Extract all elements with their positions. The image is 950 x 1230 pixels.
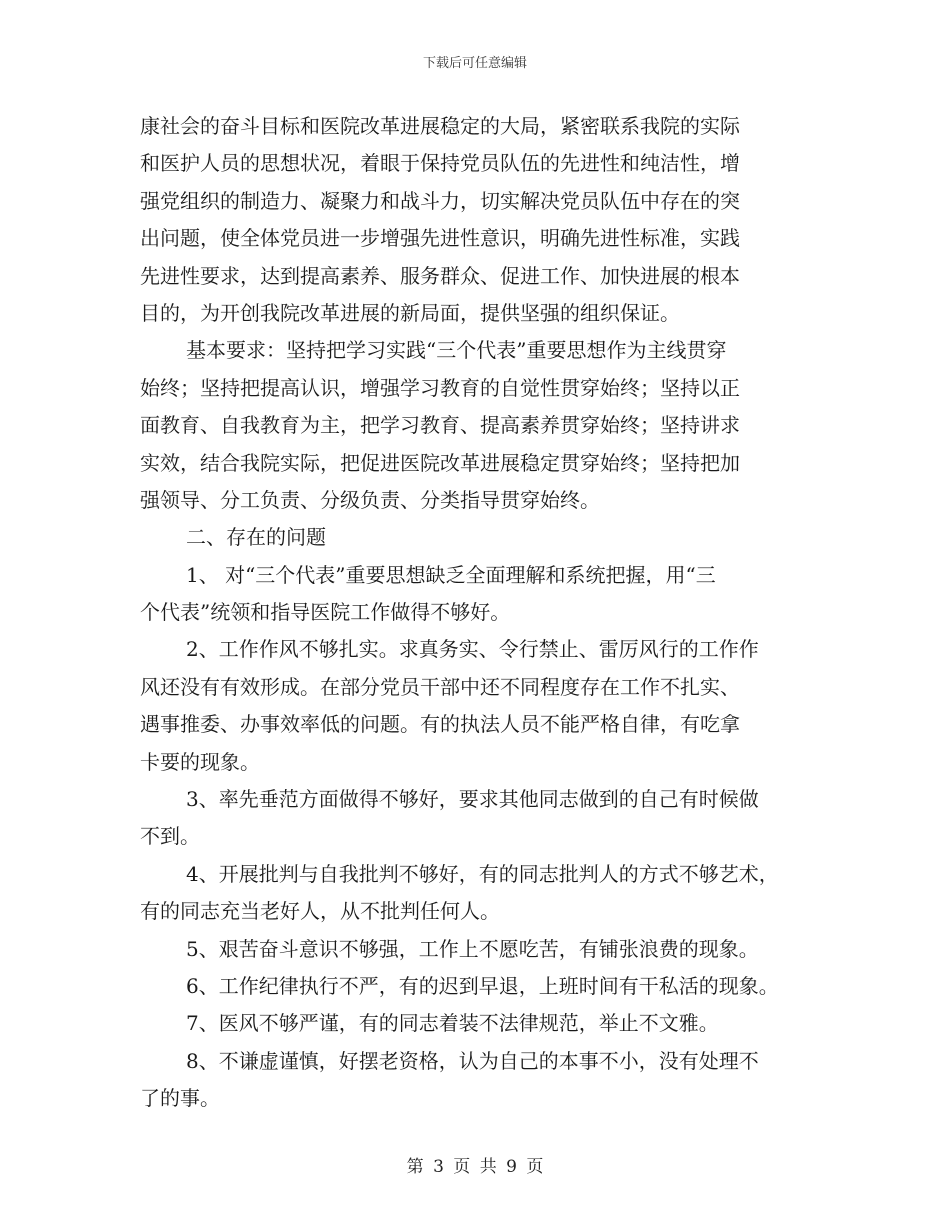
page-header: 下载后可任意编辑 [422, 56, 527, 71]
section-heading: 二、存在的问题 [186, 525, 326, 550]
paragraph-start: 6、工作纪律执行不严，有的迟到早退，上班时间有干私活的现象。 [186, 973, 779, 998]
paragraph-start: 2、工作作风不够扎实。求真务实、令行禁止、雷厉风行的工作作 [186, 637, 759, 662]
text-line: 实效，结合我院实际，把促进医院改革进展稳定贯穿始终；坚持把加 [140, 450, 740, 475]
paragraph-start: 8、不谦虚谨慎，好摆老资格，认为自己的本事不小，没有处理不 [186, 1048, 759, 1073]
text-line: 强领导、分工负责、分级负责、分类指导贯穿始终。 [140, 487, 600, 512]
text-line: 目的，为开创我院改革进展的新局面，提供坚强的组织保证。 [140, 300, 680, 325]
text-line: 了的事。 [140, 1086, 220, 1111]
text-line: 不到。 [140, 824, 200, 849]
text-line: 有的同志充当老好人，从不批判任何人。 [140, 899, 500, 924]
paragraph-start: 基本要求：坚持把学习实践“三个代表”重要思想作为主线贯穿 [186, 338, 727, 363]
document-body [140, 108, 830, 1118]
paragraph-start: 1、 对“三个代表”重要思想缺乏全面理解和系统把握，用“三 [186, 562, 716, 587]
paragraph-start: 4、开展批判与自我批判不够好，有的同志批判人的方式不够艺术， [186, 861, 779, 886]
text-line: 面教育、自我教育为主，把学习教育、提高素养贯穿始终；坚持讲求 [140, 413, 740, 438]
text-line: 康社会的奋斗目标和医院改革进展稳定的大局，紧密联系我院的实际 [140, 114, 740, 138]
text-line: 卡要的现象。 [140, 749, 260, 774]
text-line: 遇事推委、办事效率低的问题。有的执法人员不能严格自律，有吃拿 [140, 712, 740, 737]
text-line: 个代表”统领和指导医院工作做得不够好。 [140, 600, 511, 625]
paragraph-start: 7、医风不够严谨，有的同志着装不法律规范，举止不文雅。 [186, 1011, 719, 1036]
text-line: 风还没有有效形成。在部分党员干部中还不同程度存在工作不扎实、 [140, 674, 740, 699]
text-line: 先进性要求，达到提高素养、服务群众、促进工作、加快进展的根本 [140, 263, 740, 288]
text-line: 始终；坚持把提高认识，增强学习教育的自觉性贯穿始终；坚持以正 [140, 375, 740, 400]
text-line: 强党组织的制造力、凝聚力和战斗力，切实解决党员队伍中存在的突 [140, 188, 740, 213]
paragraph-start: 3、率先垂范方面做得不够好，要求其他同志做到的自己有时候做 [186, 787, 759, 812]
paragraph-start: 5、艰苦奋斗意识不够强，工作上不愿吃苦，有铺张浪费的现象。 [186, 936, 759, 961]
text-line: 出问题，使全体党员进一步增强先进性意识，明确先进性标准，实践 [140, 226, 740, 251]
page-footer: 第 3 页 共 9 页 [406, 1157, 544, 1177]
text-line: 和医护人员的思想状况，着眼于保持党员队伍的先进性和纯洁性，增 [140, 151, 740, 176]
